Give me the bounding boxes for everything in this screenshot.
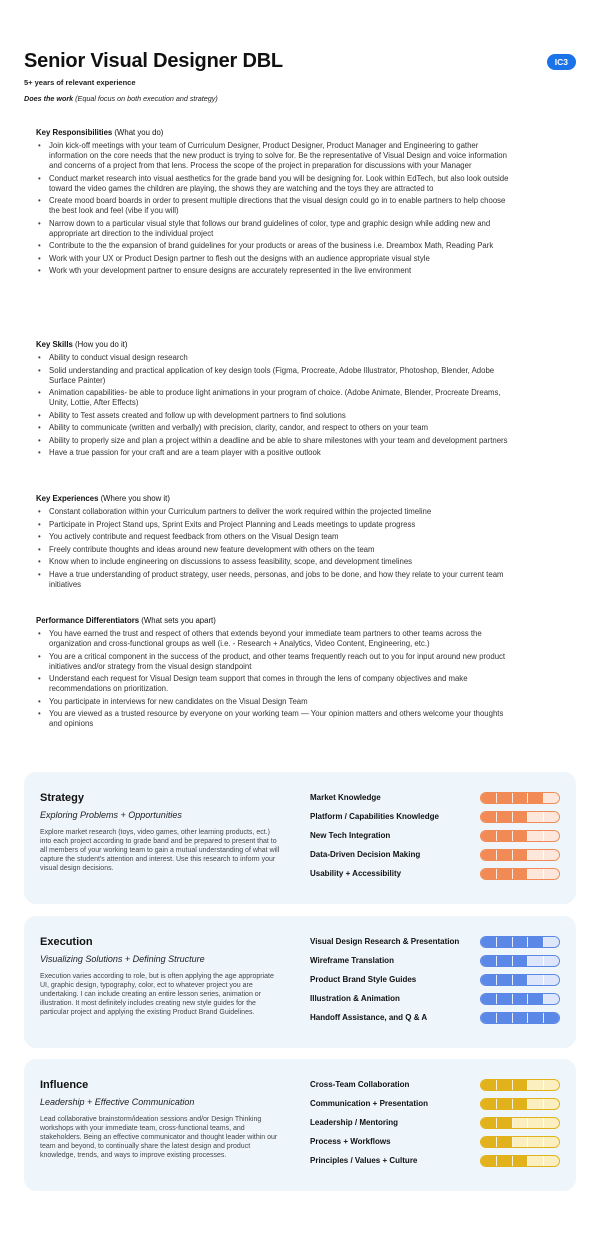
list-item: • You have earned the trust and respect of others that extends beyond your immediate team partners to other teams across the organization and cross-functional groups as well (i.e. - Research + Analytics, Video Content, Engineering, etc.) [36,629,516,649]
skill-row [310,955,560,969]
list-item: • Solid understanding and practical application of key design tools (Figma, Procreate, Adobe Illustrator, Photoshop, Blender, Adobe Surface Painter) [36,366,516,386]
level-segment-empty [544,869,559,879]
skill-name: Communication + Presentation [310,1099,429,1108]
level-segment-filled [513,812,529,822]
skill-row [310,792,560,806]
level-segment-filled [481,1118,497,1128]
level-segment-empty [513,1118,529,1128]
level-segment-empty [544,937,559,947]
level-segment-filled [528,793,544,803]
level-segment-filled [513,1156,529,1166]
level-segment-filled [497,831,513,841]
skill-name: Process + Workflows [310,1137,391,1146]
card-description: Execution varies according to role, but is often applying the age appropriate UI, graphic design, typography, color, ect to whatever project you are undertaking. I can include creating an entire lesson series, animation or illustration. It most definitely includes creating new style guides for the particular project and applying the existing Product Brand Guidelines. [40,973,274,1016]
level-badge: IC3 [547,54,576,70]
skill-level-bar [480,1012,560,1024]
list-item: • Know when to include engineering on discussions to assess feasibility, scope, and development timelines [36,557,516,567]
level-segment-filled [528,994,544,1004]
level-segment-empty [544,812,559,822]
card-description: Explore market research (toys, video games, other learning products, ect.) into each project according to grade band and be prepared to present that to all members of your working team to gain a mutual understanding of what will capture the student's attention and interest. Use this research to inform your visual design decisions. [40,829,280,872]
skill-name: Illustration & Animation [310,994,400,1003]
skill-row [310,1012,560,1026]
card-title: Execution [40,936,93,948]
level-segment-filled [497,956,513,966]
level-segment-filled [497,975,513,985]
skill-row [310,974,560,988]
skill-level-bar [480,1117,560,1129]
skill-name: Visual Design Research & Presentation [310,937,460,946]
level-segment-empty [528,1137,544,1147]
section-title: Key Responsibilities (What you do) [36,128,164,137]
list-item: • Freely contribute thoughts and ideas around new feature development with others on the team [36,545,516,555]
list-item: • You are a critical component in the success of the product, and other teams frequently reach out to you for input around new product initiatives and/or strategy from the visual design standpoint [36,652,516,672]
skill-name: Market Knowledge [310,793,381,802]
card-subtitle: Leadership + Effective Communication [40,1097,195,1107]
list-item: • Work with your UX or Product Design partner to flesh out the designs with an audience appropriate visual style [36,254,516,264]
skill-name: Principles / Values + Culture [310,1156,418,1165]
list-item: • Work wth your development partner to ensure designs are accurately represented in the live environment [36,266,516,276]
level-segment-filled [497,994,513,1004]
skill-level-bar [480,792,560,804]
level-segment-filled [513,1080,529,1090]
list-item: • You participate in interviews for new candidates on the Visual Design Team [36,697,516,707]
bullet-list [36,141,516,276]
skill-name: New Tech Integration [310,831,391,840]
list-item: • You are viewed as a trusted resource by everyone on your working team — Your opinion matters and others welcome your thoughts and opinions [36,709,516,729]
list-item: • Ability to properly size and plan a project within a deadline and be able to share milestones with your team and development partners [36,436,516,446]
card-title: Strategy [40,792,85,804]
level-segment-filled [497,1137,513,1147]
skill-name: Data-Driven Decision Making [310,850,421,859]
level-segment-filled [481,956,497,966]
level-segment-empty [528,831,544,841]
skill-name: Platform / Capabilities Knowledge [310,812,439,821]
skill-level-bar [480,974,560,986]
skill-row [310,868,560,882]
card-description: Lead collaborative brainstorm/ideation sessions and/or Design Thinking workshops with your immediate team, cross-functional teams, and stakeholders. Being an effective communicator and thought leader within our team and beyond, to continually share the latest design and product knowledge, trends, and ways to improve existing processes. [40,1116,278,1159]
level-segment-filled [528,1013,544,1023]
skill-level-bar [480,993,560,1005]
bullet-list [36,629,516,729]
section-key-responsibilities [36,128,516,279]
skill-name: Product Brand Style Guides [310,975,417,984]
skill-row [310,1155,560,1169]
level-segment-filled [497,1118,513,1128]
level-segment-empty [544,1118,559,1128]
list-item: • Join kick-off meetings with your team of Curriculum Designer, Product Designer, Product Manager and Engineering to gather information on the core needs that the new product is trying to solve for. Be the representative of Visual Design and voice information and concerns of a project from that lens. Process the scope of the project in preparation for discussions with your Manager [36,141,516,171]
does-rest: (Equal focus on both execution and strategy) [73,94,218,103]
card-subtitle: Exploring Problems + Opportunities [40,810,182,820]
card-title: Influence [40,1079,89,1091]
skill-level-bar [480,811,560,823]
skill-row [310,936,560,950]
level-segment-filled [513,831,529,841]
level-segment-filled [497,1099,513,1109]
list-item: • Have a true understanding of product strategy, user needs, personas, and jobs to be done, and how they relate to your current team initiatives [36,570,516,590]
level-segment-empty [544,850,559,860]
section-title: Key Skills (How you do it) [36,340,128,349]
level-segment-filled [497,1156,513,1166]
level-segment-empty [528,812,544,822]
level-segment-empty [528,1156,544,1166]
section-title: Key Experiences (Where you show it) [36,494,170,503]
level-segment-filled [497,850,513,860]
level-segment-filled [513,1013,529,1023]
level-segment-empty [528,1118,544,1128]
list-item: • Conduct market research into visual aesthetics for the grade band you will be designing for. Look within EdTech, but also look outside toward the video games the children are playing, the shows they are watching and the toys they are attracted to [36,174,516,194]
card-influence [24,1059,576,1191]
experience-text: 5+ years of relevant experience [24,78,136,87]
level-segment-filled [513,793,529,803]
level-segment-filled [481,793,497,803]
level-segment-filled [481,1099,497,1109]
skill-row [310,1098,560,1112]
skill-level-bar [480,849,560,861]
level-segment-empty [528,956,544,966]
level-segment-filled [481,1080,497,1090]
list-item: • Ability to conduct visual design research [36,353,516,363]
level-segment-empty [544,793,559,803]
level-segment-filled [513,850,529,860]
card-subtitle: Visualizing Solutions + Defining Structure [40,954,205,964]
bullet-list [36,353,516,458]
skill-level-bar [480,1079,560,1091]
list-item: • Have a true passion for your craft and are a team player with a positive outlook [36,448,516,458]
skill-level-bar [480,1155,560,1167]
section-title: Performance Differentiators (What sets you apart) [36,616,216,625]
card-execution [24,916,576,1048]
level-segment-filled [481,831,497,841]
level-segment-filled [481,850,497,860]
list-item: • Contribute to the the expansion of brand guidelines for your products or areas of the business i.e. Dreambox Math, Reading Park [36,241,516,251]
skill-level-bar [480,1098,560,1110]
level-segment-filled [513,975,529,985]
level-segment-empty [544,1137,559,1147]
level-segment-filled [481,1137,497,1147]
skill-level-bar [480,830,560,842]
level-segment-empty [544,1080,559,1090]
skill-row [310,1117,560,1131]
level-segment-filled [513,956,529,966]
level-segment-filled [513,937,529,947]
level-segment-empty [544,1099,559,1109]
list-item: • Create mood board boards in order to present multiple directions that the visual design could go in to enable partners to help choose the best look and feel (vibe if you will) [36,196,516,216]
level-segment-filled [497,1013,513,1023]
skill-level-bar [480,868,560,880]
list-item: • Participate in Project Stand ups, Sprint Exits and Project Planning and Leads meetings to update progress [36,520,516,530]
list-item: • Narrow down to a particular visual style that follows our brand guidelines of color, type and graphic design while adding new and appropriate art direction to the individual project [36,219,516,239]
level-segment-filled [481,937,497,947]
level-segment-filled [481,975,497,985]
level-segment-filled [497,1080,513,1090]
skill-row [310,993,560,1007]
level-segment-empty [513,1137,529,1147]
level-segment-filled [513,1099,529,1109]
skill-row [310,1136,560,1150]
level-segment-filled [497,869,513,879]
level-segment-filled [497,937,513,947]
page-title: Senior Visual Designer DBL [24,50,283,72]
skill-name: Cross-Team Collaboration [310,1080,410,1089]
level-segment-empty [528,1099,544,1109]
skill-level-bar [480,955,560,967]
skill-name: Usability + Accessibility [310,869,402,878]
skill-level-bar [480,936,560,948]
list-item: • Constant collaboration within your Curriculum partners to deliver the work required within the projected timeline [36,507,516,517]
level-segment-empty [544,831,559,841]
level-segment-empty [528,850,544,860]
list-item: • You actively contribute and request feedback from others on the Visual Design team [36,532,516,542]
level-segment-filled [528,937,544,947]
skill-name: Wireframe Translation [310,956,394,965]
level-segment-filled [544,1013,559,1023]
level-segment-empty [528,1080,544,1090]
level-segment-empty [544,1156,559,1166]
level-segment-filled [481,1156,497,1166]
skill-name: Leadership / Mentoring [310,1118,399,1127]
list-item: • Animation capabilities- be able to produce light animations in your program of choice. (Adobe Animate, Blender, Procreate Dreams, Unity, Lottie, After Effects) [36,388,516,408]
skill-row [310,811,560,825]
list-item: • Ability to Test assets created and follow up with development partners to find solutions [36,411,516,421]
level-segment-empty [528,975,544,985]
does-bold: Does the work [24,94,74,103]
level-segment-filled [481,994,497,1004]
card-strategy [24,772,576,904]
section-key-skills [36,340,516,461]
level-segment-filled [513,869,529,879]
level-segment-filled [513,994,529,1004]
section-key-experiences [36,494,516,592]
level-segment-filled [497,812,513,822]
level-segment-filled [481,812,497,822]
skill-level-bar [480,1136,560,1148]
level-segment-filled [481,869,497,879]
level-segment-filled [481,1013,497,1023]
section-performance-differentiators [36,616,516,732]
level-segment-empty [544,975,559,985]
level-segment-empty [544,994,559,1004]
level-segment-empty [544,956,559,966]
skill-name: Handoff Assistance, and Q & A [310,1013,428,1022]
list-item: • Ability to communicate (written and verbally) with precision, clarity, candor, and respect to others on your team [36,423,516,433]
list-item: • Understand each request for Visual Design team support that comes in through the lens of company objectives and make recommendations on prioritization. [36,674,516,694]
skill-row [310,830,560,844]
does-the-work-text [24,94,218,103]
skill-row [310,849,560,863]
page-header [24,50,576,110]
level-segment-empty [528,869,544,879]
skill-row [310,1079,560,1093]
level-segment-filled [497,793,513,803]
bullet-list [36,507,516,590]
